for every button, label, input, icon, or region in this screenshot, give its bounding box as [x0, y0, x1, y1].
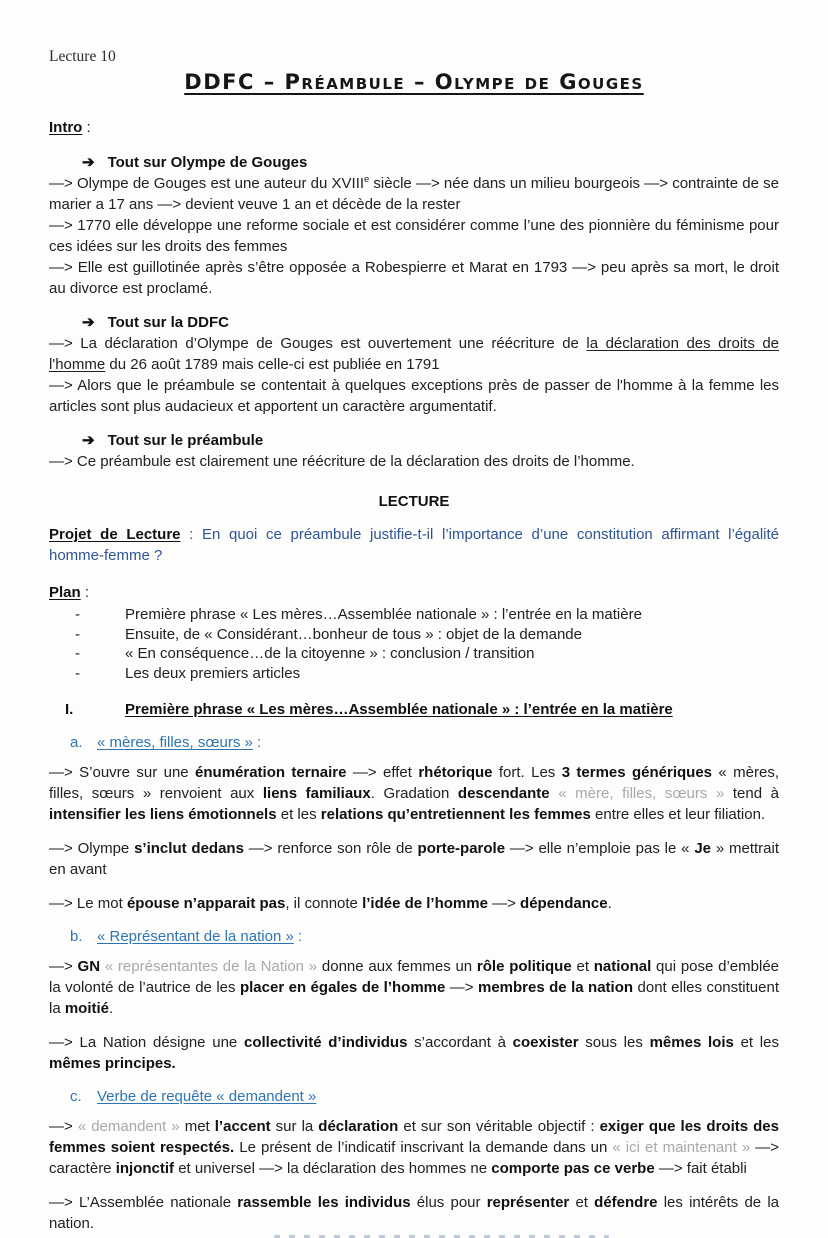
- heading-ddfc-text: Tout sur la DDFC: [107, 314, 229, 331]
- plan-item: [75, 605, 779, 625]
- plan-item: [75, 664, 779, 684]
- para-olympe-bio-3: —> Elle est guillotinée après s’être opposée a Robespierre et Marat en 1793 —> peu après sa mort, le droit au divorce est proclamé.: [49, 259, 779, 297]
- corner-label: Lecture 10: [49, 48, 116, 65]
- doc-title-text: DDFC – Préambule – Olympe de Gouges: [184, 70, 644, 94]
- para-ddfc-1: —> La déclaration d’Olympe de Gouges est ouvertement une réécriture de la déclaration des droits de l'homme du 26 août 1789 mais celle-ci est publiée en 1791: [49, 335, 780, 373]
- heading-preambule-text: Tout sur le préambule: [107, 432, 264, 449]
- hyphen-bullet: -: [75, 645, 80, 662]
- lecture-section-title: LECTURE: [378, 493, 450, 510]
- heading-ddfc: [82, 312, 779, 333]
- para-a-3: —> Le mot épouse n’apparait pas, il connote l’idée de l’homme —> dépendance.: [49, 895, 612, 912]
- para-c-1: —> « demandent » met l’accent sur la déclaration et sur son véritable objectif : exiger que les droits des femmes soient respectés. Le présent de l’indicatif inscrivant la demande dans un « ici et maintenant » —> caractère injonctif et universel —> la déclaration des hommes ne comporte pas ce verbe —> fait établi: [49, 1118, 779, 1177]
- para-c-2: —> L’Assemblée nationale rassemble les individus élus pour représenter et défendre les intérêts de la nation.: [49, 1194, 780, 1232]
- heading-preambule: [82, 430, 779, 451]
- section-1-number: I.: [65, 701, 74, 718]
- subsection-b-letter: b.: [70, 928, 83, 945]
- plan-item-text: « En conséquence…de la citoyenne » : conclusion / transition: [125, 645, 535, 662]
- arrow-bullet-icon: ➔: [82, 314, 95, 331]
- subsection-c-title: Verbe de requête « demandent »: [97, 1088, 317, 1105]
- hyphen-bullet: -: [75, 625, 80, 643]
- para-a-2: —> Olympe s’inclut dedans —> renforce son rôle de porte-parole —> elle n’emploie pas le « Je » mettrait en avant: [49, 840, 779, 878]
- plan-label: Plan :: [49, 584, 90, 601]
- section-1-heading: [65, 699, 779, 720]
- arrow-bullet-icon: ➔: [82, 432, 95, 449]
- para-b-1: —> GN « représentantes de la Nation » donne aux femmes un rôle politique et national qui pose d’emblée la volonté de l’autrice de les placer en égales de l’homme —> membres de la nation dont elles constituent la moitié.: [49, 958, 780, 1017]
- subsection-c-letter: c.: [70, 1088, 82, 1105]
- subsection-c-heading: [70, 1086, 779, 1107]
- intro-label: Intro :: [49, 119, 91, 136]
- para-olympe-bio-1: —> Olympe de Gouges est une auteur du XVIIIe siècle —> née dans un milieu bourgeois —> contrainte de se marier a 17 ans —> devient veuve 1 an et décède de la rester: [49, 174, 779, 213]
- para-ddfc-2: —> Alors que le préambule se contentait à quelques exceptions près de passer de l'homme à la femme les articles sont plus audacieux et apportent un caractère argumentatif.: [49, 377, 779, 415]
- subsection-a-title: « mères, filles, sœurs » :: [97, 734, 262, 751]
- plan-list: [49, 605, 779, 683]
- subsection-b-title: « Représentant de la nation » :: [97, 928, 303, 945]
- plan-item-text: Première phrase « Les mères…Assemblée nationale » : l’entrée en la matière: [125, 606, 642, 623]
- para-preambule: —> Ce préambule est clairement une réécriture de la déclaration des droits de l’homme.: [49, 453, 635, 470]
- heading-olympe: [82, 152, 779, 173]
- para-b-2: —> La Nation désigne une collectivité d’individus s’accordant à coexister sous les mêmes lois et les mêmes principes.: [49, 1034, 779, 1072]
- arrow-bullet-icon: ➔: [82, 154, 95, 171]
- para-projet-de-lecture: Projet de Lecture : En quoi ce préambule justifie-t-il l’importance d’une constitution affirmant l’égalité homme-femme ?: [49, 526, 780, 564]
- section-1-title: Première phrase « Les mères…Assemblée nationale » : l’entrée en la matière: [125, 701, 673, 718]
- plan-item: [75, 644, 779, 664]
- plan-item-text: Les deux premiers articles: [125, 664, 301, 682]
- plan-item: [75, 625, 779, 645]
- doc-title: [49, 72, 779, 95]
- para-a-1: —> S’ouvre sur une énumération ternaire —> effet rhétorique fort. Les 3 termes génériques « mères, filles, sœurs » renvoient aux liens familiaux. Gradation descendante « mère, filles, sœurs » tend à intensifier les liens émotionnels et les relations qu’entretiennent les femmes entre elles et leur filiation.: [49, 764, 780, 823]
- subsection-a-letter: a.: [70, 734, 83, 751]
- heading-olympe-text: Tout sur Olympe de Gouges: [107, 154, 308, 171]
- subsection-b-heading: [70, 926, 779, 947]
- hyphen-bullet: -: [75, 606, 80, 623]
- para-olympe-bio-2: —> 1770 elle développe une reforme sociale et est considérer comme l’une des pionnière du féminisme pour ces idées sur les droits des femmes: [49, 217, 779, 255]
- plan-item-text: Ensuite, de « Considérant…bonheur de tous » : objet de la demande: [125, 625, 582, 643]
- hyphen-bullet: -: [75, 664, 80, 682]
- subsection-a-heading: [70, 732, 779, 753]
